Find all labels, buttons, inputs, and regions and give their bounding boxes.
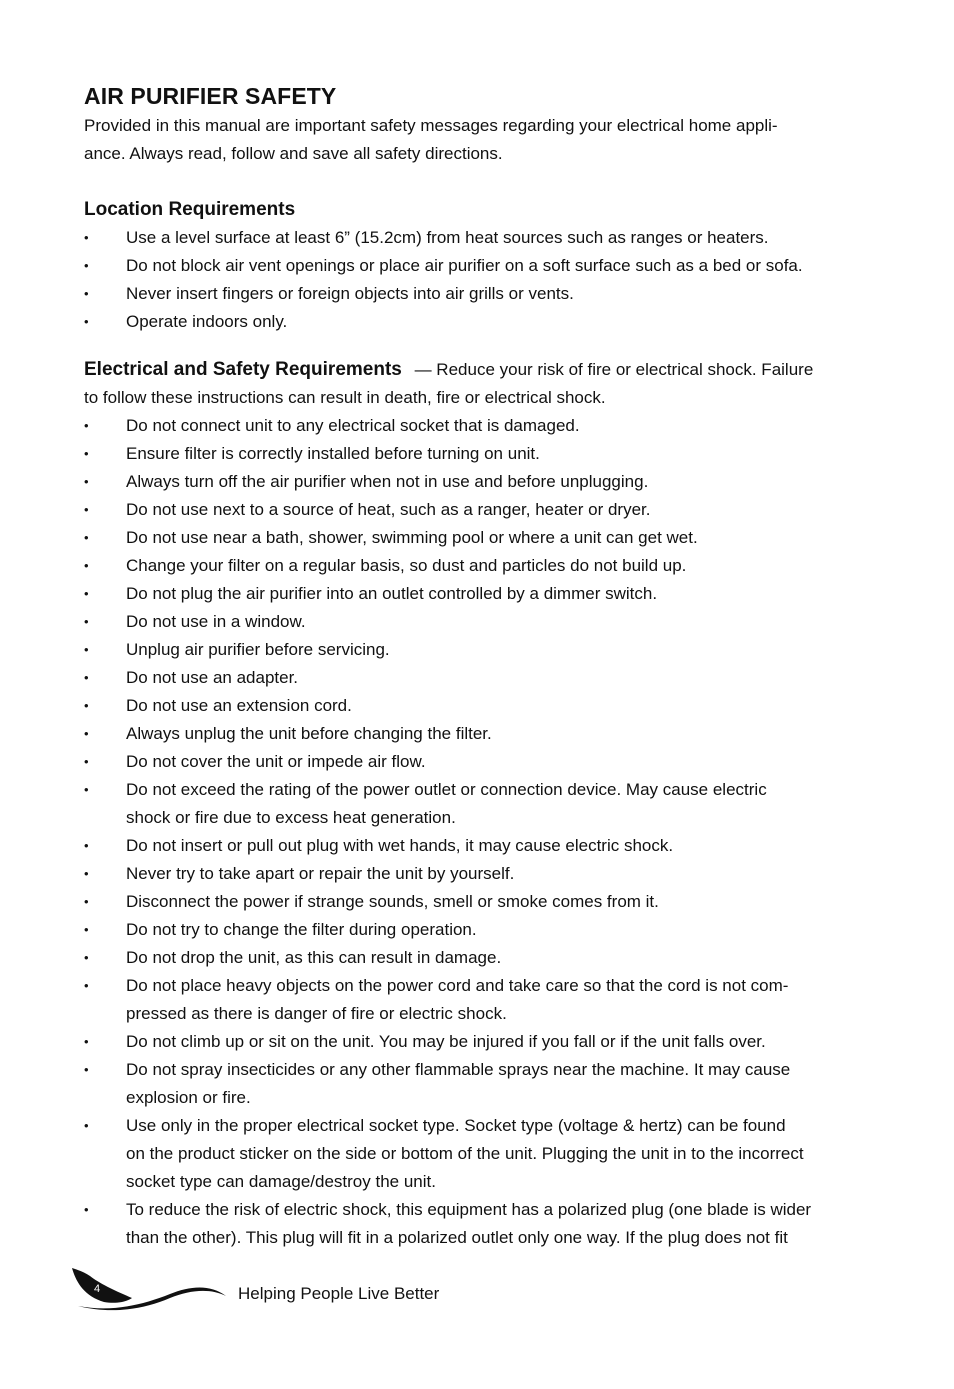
list-item-text: Ensure filter is correctly installed before turning on unit.: [126, 444, 540, 463]
list-item: [84, 496, 884, 524]
list-item-text: explosion or fire.: [126, 1088, 251, 1107]
list-item: [84, 608, 884, 636]
bullet-icon: •: [84, 1034, 89, 1049]
bullet-icon: •: [84, 698, 89, 713]
electrical-description: Reduce your risk of fire or electrical shock. Failure: [431, 360, 814, 379]
bullet-icon: •: [84, 894, 89, 909]
intro-line: Provided in this manual are important safety messages regarding your electrical home appli-: [84, 116, 778, 135]
bullet-icon: •: [84, 754, 89, 769]
electrical-intro: [84, 356, 884, 384]
list-item-text: Do not try to change the filter during operation.: [126, 920, 477, 939]
list-item: [84, 252, 884, 280]
list-item-text: Use only in the proper electrical socket type. Socket type (voltage & hertz) can be found: [126, 1116, 786, 1135]
bullet-icon: •: [84, 1202, 89, 1217]
intro-paragraph: [84, 112, 884, 168]
list-item-text: Do not use next to a source of heat, such as a ranger, heater or dryer.: [126, 500, 651, 519]
bullet-icon: •: [84, 838, 89, 853]
list-item: [84, 280, 884, 308]
list-item-text: Never insert fingers or foreign objects into air grills or vents.: [126, 284, 574, 303]
location-section: [84, 196, 884, 336]
bullet-icon: •: [84, 258, 89, 273]
list-item-text: pressed as there is danger of fire or electric shock.: [126, 1004, 507, 1023]
electrical-section: [84, 356, 884, 1252]
bullet-icon: •: [84, 474, 89, 489]
bullet-icon: •: [84, 446, 89, 461]
list-item: [84, 1056, 884, 1112]
electrical-description-cont: to follow these instructions can result in death, fire or electrical shock.: [84, 388, 606, 407]
page-footer: [70, 1262, 490, 1322]
list-item: [84, 944, 884, 972]
list-item-text: Do not use an extension cord.: [126, 696, 352, 715]
bullet-icon: •: [84, 502, 89, 517]
list-item: [84, 440, 884, 468]
list-item-text: Do not plug the air purifier into an outlet controlled by a dimmer switch.: [126, 584, 658, 603]
electrical-heading: Electrical and Safety Requirements: [84, 359, 402, 380]
list-item-text: shock or fire due to excess heat generation.: [126, 808, 456, 827]
list-item: [84, 412, 884, 440]
bullet-icon: •: [84, 586, 89, 601]
list-item-text: Always unplug the unit before changing the filter.: [126, 724, 492, 743]
list-item: [84, 636, 884, 664]
list-item: [84, 664, 884, 692]
list-item-text: Operate indoors only.: [126, 312, 288, 331]
list-item-text: Do not use in a window.: [126, 612, 306, 631]
bullet-icon: •: [84, 530, 89, 545]
bullet-icon: •: [84, 726, 89, 741]
bullet-icon: •: [84, 614, 89, 629]
list-item-text: Do not drop the unit, as this can result in damage.: [126, 948, 502, 967]
list-item: [84, 1112, 884, 1196]
list-item-text: than the other). This plug will fit in a polarized outlet only one way. If the plug does not fit: [126, 1228, 788, 1247]
bullet-icon: •: [84, 314, 89, 329]
location-heading: Location Requirements: [84, 199, 296, 220]
list-item: [84, 748, 884, 776]
bullet-icon: •: [84, 1118, 89, 1133]
list-item-text: Do not insert or pull out plug with wet hands, it may cause electric shock.: [126, 836, 674, 855]
footer-tagline: Helping People Live Better: [238, 1284, 440, 1303]
bullet-icon: •: [84, 1062, 89, 1077]
bullet-icon: •: [84, 418, 89, 433]
bullet-icon: •: [84, 782, 89, 797]
list-item: [84, 888, 884, 916]
bullet-icon: •: [84, 978, 89, 993]
list-item-text: Do not connect unit to any electrical socket that is damaged.: [126, 416, 580, 435]
bullet-icon: •: [84, 558, 89, 573]
manual-page: [84, 82, 884, 1252]
page-number: 4: [94, 1283, 101, 1295]
bullet-icon: •: [84, 642, 89, 657]
list-item-text: Do not climb up or sit on the unit. You may be injured if you fall or if the unit falls over.: [126, 1032, 766, 1051]
list-item: [84, 1196, 884, 1252]
bullet-icon: •: [84, 670, 89, 685]
location-list: [84, 224, 884, 336]
page-title: AIR PURIFIER SAFETY: [84, 83, 337, 109]
list-item-text: Disconnect the power if strange sounds, smell or smoke comes from it.: [126, 892, 659, 911]
intro-line: ance. Always read, follow and save all safety directions.: [84, 144, 503, 163]
list-item-text: Do not block air vent openings or place air purifier on a soft surface such as a bed or sofa.: [126, 256, 803, 275]
em-dash: —: [414, 360, 432, 379]
list-item: [84, 860, 884, 888]
electrical-list: [84, 412, 884, 1252]
list-item-text: Never try to take apart or repair the unit by yourself.: [126, 864, 515, 883]
list-item: [84, 224, 884, 252]
list-item-text: on the product sticker on the side or bottom of the unit. Plugging the unit in to the incorrect: [126, 1144, 804, 1163]
bullet-icon: •: [84, 866, 89, 881]
list-item: [84, 972, 884, 1028]
bullet-icon: •: [84, 286, 89, 301]
list-item: [84, 580, 884, 608]
list-item: [84, 916, 884, 944]
list-item-text: Unplug air purifier before servicing.: [126, 640, 390, 659]
bullet-icon: •: [84, 922, 89, 937]
list-item-text: To reduce the risk of electric shock, this equipment has a polarized plug (one blade is wider: [126, 1200, 812, 1219]
bullet-icon: •: [84, 230, 89, 245]
list-item-text: Use a level surface at least 6” (15.2cm) from heat sources such as ranges or heaters.: [126, 228, 769, 247]
list-item: [84, 524, 884, 552]
list-item: [84, 468, 884, 496]
list-item: [84, 832, 884, 860]
list-item-text: Do not cover the unit or impede air flow.: [126, 752, 426, 771]
list-item: [84, 776, 884, 832]
list-item: [84, 552, 884, 580]
list-item-text: Do not use an adapter.: [126, 668, 299, 687]
list-item-text: Do not exceed the rating of the power outlet or connection device. May cause electric: [126, 780, 767, 799]
list-item-text: Do not place heavy objects on the power cord and take care so that the cord is not com-: [126, 976, 789, 995]
list-item: [84, 308, 884, 336]
list-item-text: Do not use near a bath, shower, swimming pool or where a unit can get wet.: [126, 528, 698, 547]
list-item-text: Always turn off the air purifier when not in use and before unplugging.: [126, 472, 649, 491]
list-item: [84, 1028, 884, 1056]
list-item: [84, 692, 884, 720]
list-item-text: socket type can damage/destroy the unit.: [126, 1172, 436, 1191]
list-item-text: Change your filter on a regular basis, so dust and particles do not build up.: [126, 556, 687, 575]
bullet-icon: •: [84, 950, 89, 965]
list-item-text: Do not spray insecticides or any other flammable sprays near the machine. It may cause: [126, 1060, 791, 1079]
list-item: [84, 720, 884, 748]
